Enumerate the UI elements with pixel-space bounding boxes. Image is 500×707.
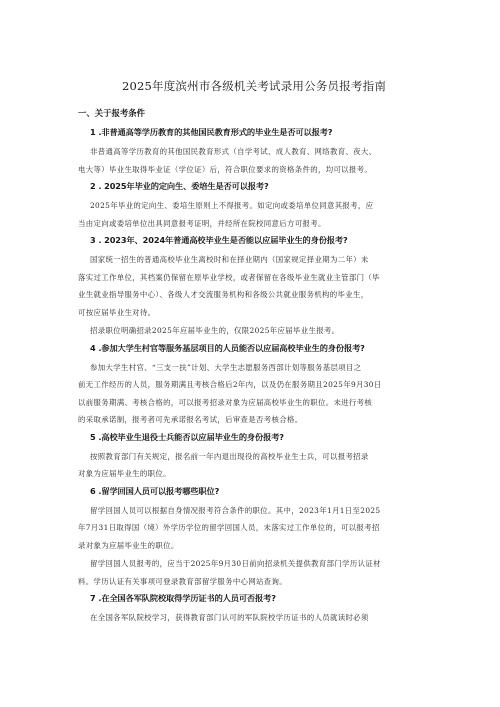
question-3-answer-note <box>78 322 430 340</box>
text-line: 按照教育部门有关规定，报名前一年内退出现役的高校毕业生士兵，可以报考招录 <box>90 451 369 461</box>
question-7-heading: 7 .在全国各军队院校取得学历证书的人员可否报考? <box>90 593 276 603</box>
section-heading-eligibility: 一、关于报考条件 <box>78 108 145 118</box>
text-line: 电大等）毕业生取得毕业证（学位证）后，符合职位要求的资格条件的，均可以报考。 <box>78 164 373 174</box>
text-line: 在全国各军队院校学习，获得教育部门认可的军队院校学历证书的人员就读时必须 <box>90 613 369 622</box>
text-line: 对象为应届毕业生的职位。 <box>78 469 171 478</box>
text-line: 留学回国人员可以根据自身情况报考符合条件的职位。其中，2023年1月1日至2025 <box>90 505 381 515</box>
text-line: 留学回国人员报考的，应当于2025年9月30日前向招录机关提供教育部门学历认证材 <box>90 559 381 568</box>
text-line: 国家统一招生的普通高校毕业生离校时和在择业期内（国家规定择业期为二年）未 <box>90 255 369 264</box>
question-3-answer <box>78 251 430 321</box>
question-5-heading: 5 .高校毕业生退役士兵能否以应届毕业生的身份报考? <box>90 431 284 442</box>
text-line: 前无工作经历的人员，服务期满且考核合格后2年内，以及仍在服务期且2025年9月30日 <box>78 380 382 389</box>
document-title: 2025年度滨州市各级机关考试录用公务员报考指南 <box>121 79 387 93</box>
question-6-answer <box>78 502 430 555</box>
text-line: 非普通高等学历教育的其他国民教育形式（自学考试、成人教育、网络教育、夜大、 <box>90 147 377 156</box>
text-line: 业生就业指导服务中心）、各级人才交流服务机构和各级公共就业服务机构的毕业生， <box>78 290 369 299</box>
question-4-heading: 4 .参加大学生村官等服务基层项目的人员能否以应届高校毕业生的身份报考? <box>90 342 365 353</box>
text-line: 的采取承诺制，报考者可先承诺报名考试，后审查是否考核合格。 <box>78 415 303 424</box>
text-line: 2025年毕业的定向生、委培生原则上不得报考。如定向或委培单位同意其报考，应 <box>90 201 374 210</box>
question-2-heading: 2 . 2025年毕业的定向生、委培生是否可以报考? <box>90 181 269 191</box>
question-4-answer <box>78 359 430 429</box>
text-line: 招录职位明确招录2025年应届毕业生的，仅限2025年应届毕业生报考。 <box>90 326 340 335</box>
text-line: 落实过工作单位，其档案仍保留在原毕业学校，或者保留在各级毕业生就业主管部门（毕 <box>78 272 380 282</box>
question-3-heading: 3 . 2023年、2024年普通高校毕业生是否能以应届毕业生的身份报考? <box>90 235 348 245</box>
question-1-answer <box>78 143 430 178</box>
text-line: 以前服务期满、考核合格的，可以报考招录对象为应届高校毕业生的职位。未进行考核 <box>78 397 373 407</box>
text-line: 料。学历认证有关事项可登录教育部留学服务中心网站查询。 <box>78 576 287 586</box>
text-line: 参加大学生村官、“三支一扶”计划、大学生志愿服务西部计划等服务基层项目之 <box>90 362 362 372</box>
question-6-answer-note <box>78 555 430 590</box>
text-line: 录对象为应届毕业生的职位。 <box>78 540 179 550</box>
question-6-heading: 6 .留学回国人员可以报考哪些职位? <box>90 485 220 496</box>
text-line: 年7月31日取得国（境）外学历学位的留学回国人员，未落实过工作单位的，可以报考招 <box>78 523 380 532</box>
question-5-answer <box>78 448 430 483</box>
question-2-answer <box>78 197 430 232</box>
text-line: 当由定向或委培单位出具同意报考证明，并经所在院校同意后方可报考。 <box>78 218 326 228</box>
question-1-heading: 1 .非普通高等学历教育的其他国民教育形式的毕业生是否可以报考? <box>90 127 333 137</box>
question-7-answer <box>78 609 430 627</box>
text-line: 可按应届毕业生对待。 <box>78 307 156 317</box>
